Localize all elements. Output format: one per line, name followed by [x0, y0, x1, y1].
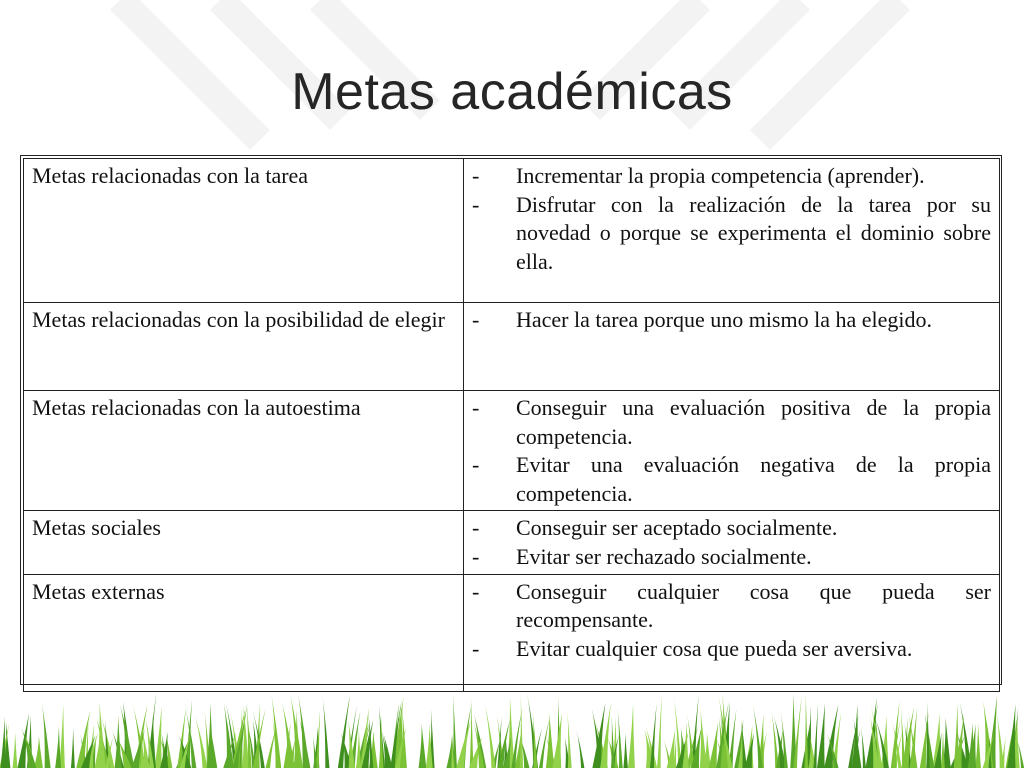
grass-decoration [0, 692, 1024, 768]
grass-blade [709, 722, 719, 768]
item-text: Evitar ser rechazado socialmente. [516, 543, 812, 569]
table-row [24, 511, 1000, 574]
grass-blade [753, 704, 763, 768]
grass-blade [628, 704, 635, 768]
table-row [24, 574, 1000, 691]
grass-blade [576, 729, 584, 768]
list-item [472, 514, 991, 543]
grass-blade [700, 709, 707, 768]
grass-blade [611, 715, 615, 768]
grass-blade [379, 714, 384, 768]
list-item [472, 451, 991, 508]
grass-blade [271, 694, 281, 768]
bullet-dash: - [472, 395, 480, 420]
grass-blade [97, 702, 106, 768]
grass-blade [623, 733, 628, 768]
academic-goals-table [23, 158, 1000, 692]
goal-items [464, 391, 1000, 511]
bullet-dash: - [472, 543, 480, 569]
goal-category: Metas relacionadas con la posibilidad de elegir [24, 303, 464, 391]
grass-blade [861, 725, 866, 768]
list-item [472, 394, 991, 451]
bullet-dash: - [472, 191, 480, 217]
bullet-dash: - [472, 163, 480, 188]
goal-category: Metas relacionadas con la tarea [24, 159, 464, 303]
item-text: Incrementar la propia competencia (aprender). [516, 163, 925, 188]
bullet-dash: - [472, 307, 480, 332]
grass-blade [456, 720, 471, 768]
grass-blade [55, 726, 61, 768]
grass-blade [34, 736, 43, 768]
item-text: Evitar una evaluación negativa de la propia competencia. [516, 452, 991, 506]
grass-blade [323, 696, 330, 768]
goal-items [464, 303, 1000, 391]
bullet-dash: - [472, 635, 480, 661]
table-row [24, 303, 1000, 391]
table-row [24, 391, 1000, 511]
item-text: Hacer la tarea porque uno mismo la ha elegido. [516, 307, 933, 332]
grass-blade [650, 704, 657, 768]
bullet-dash: - [472, 515, 480, 541]
grass-blade [155, 705, 162, 768]
grass-blade [657, 695, 662, 768]
goal-category: Metas sociales [24, 511, 464, 574]
grass-blade [546, 713, 554, 768]
item-text: Conseguir cualquier cosa que pueda ser recompensante. [516, 578, 991, 633]
goal-category: Metas relacionadas con la autoestima [24, 391, 464, 511]
bullet-dash: - [472, 578, 480, 604]
list-item [472, 306, 991, 335]
goal-items [464, 511, 1000, 574]
list-item [472, 162, 991, 191]
goal-items [464, 159, 1000, 303]
grass-blade [12, 732, 17, 768]
goal-items [464, 574, 1000, 691]
grass-blade [71, 728, 75, 768]
list-item [472, 635, 991, 664]
list-item [472, 191, 991, 277]
goal-category: Metas externas [24, 574, 464, 691]
item-text: Evitar cualquier cosa que pueda ser aversiva. [516, 635, 913, 661]
grass-blade [941, 730, 945, 768]
item-text: Disfrutar con la realización de la tarea por su novedad o porque se experimenta el dominio sobre ella. [516, 191, 991, 274]
table-row [24, 159, 1000, 303]
grass-blade [520, 693, 523, 768]
list-item [472, 543, 991, 572]
grass-blade [194, 714, 207, 768]
item-text: Conseguir una evaluación positiva de la propia competencia. [516, 395, 991, 449]
grass-blade [804, 692, 808, 768]
item-text: Conseguir ser aceptado socialmente. [516, 515, 838, 541]
grass-blade [484, 700, 495, 768]
grass-blade [470, 698, 474, 768]
grass-blade [418, 724, 426, 768]
grass-blade [975, 723, 981, 768]
slide-title: Metas académicas [291, 63, 733, 121]
list-item [472, 578, 991, 635]
bullet-dash: - [472, 452, 480, 478]
grass-blade [42, 703, 51, 768]
grass-blade [817, 703, 825, 768]
